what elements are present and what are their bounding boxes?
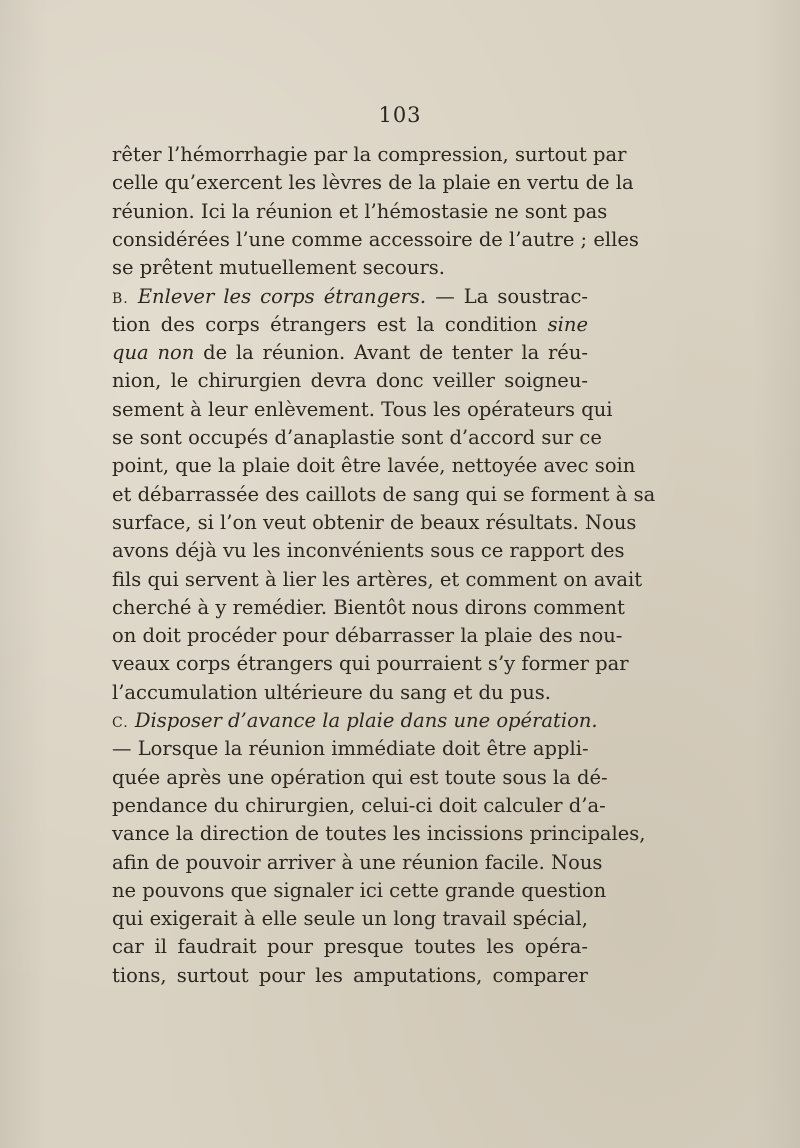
text-line: considérées l’une comme accessoire de l’autre ; elles: [112, 227, 639, 251]
text-line: point, que la plaie doit être lavée, nettoyée avec soin: [112, 454, 636, 478]
text-segment: — La soustrac-: [426, 284, 589, 308]
text-segment: Disposer d’avance la plaie dans une opération.: [134, 709, 598, 732]
text-line: vance la direction de toutes les incissions principales,: [112, 822, 646, 846]
text-line: rêter l’hémorrhagie par la compression, surtout par: [112, 143, 627, 166]
text-line: — Lorsque la réunion immédiate doit être appli-: [112, 737, 589, 761]
text-line: fils qui servent à lier les artères, et comment on avait: [112, 567, 643, 591]
text-segment: qua non: [112, 341, 195, 365]
text-segment: sine: [547, 312, 588, 336]
text-line: tions, surtout pour les amputations, comparer: [112, 963, 588, 987]
text-line: nion, le chirurgien devra donc veiller soigneu-: [112, 369, 588, 393]
text-segment: tion des corps étrangers est la condition: [112, 312, 548, 336]
text-segment: [129, 285, 138, 308]
text-line: se prêtent mutuellement secours.: [112, 256, 445, 280]
text-line: l’accumulation ultérieure du sang et du pus.: [112, 680, 552, 704]
text-line: on doit procéder pour débarrasser la plaie des nou-: [112, 624, 623, 648]
text-line: quée après une opération qui est toute sous la dé-: [112, 765, 608, 789]
text-line: afin de pouvoir arriver à une réunion facile. Nous: [112, 850, 603, 874]
page-number: 103: [378, 103, 422, 127]
text-line: se sont occupés d’anaplastie sont d’accord sur ce: [112, 426, 602, 449]
text-line: celle qu’exercent les lèvres de la plaie en vertu de la: [112, 171, 634, 195]
text-line: [112, 283, 588, 311]
text-line: car il faudrait pour presque toutes les opéra-: [112, 935, 588, 959]
text-line: avons déjà vu les inconvénients sous ce rapport des: [112, 539, 625, 563]
text-segment: B.: [112, 290, 129, 307]
text-line: [112, 311, 588, 339]
text-segment: Enlever les corps étrangers.: [137, 284, 427, 308]
text-line: ne pouvons que signaler ici cette grande question: [112, 878, 607, 902]
text-line: pendance du chirurgien, celui-ci doit calculer d’a-: [112, 793, 606, 817]
text-line: réunion. Ici la réunion et l’hémostasie ne sont pas: [112, 199, 608, 223]
text-line: surface, si l’on veut obtenir de beaux résultats. Nous: [112, 510, 637, 534]
text-segment: de la réunion. Avant de tenter la réu-: [194, 341, 588, 365]
text-segment: C.: [112, 715, 129, 731]
text-line: qui exigerait à elle seule un long travail spécial,: [112, 907, 588, 931]
text-line: cherché à y remédier. Bientôt nous dirons comment: [112, 595, 625, 619]
text-line: [112, 707, 598, 735]
text-line: veaux corps étrangers qui pourraient s’y former par: [112, 652, 629, 676]
text-line: et débarrassée des caillots de sang qui se forment à sa: [112, 482, 656, 506]
text-line: sement à leur enlèvement. Tous les opérateurs qui: [112, 397, 613, 421]
text-line: [112, 339, 588, 367]
